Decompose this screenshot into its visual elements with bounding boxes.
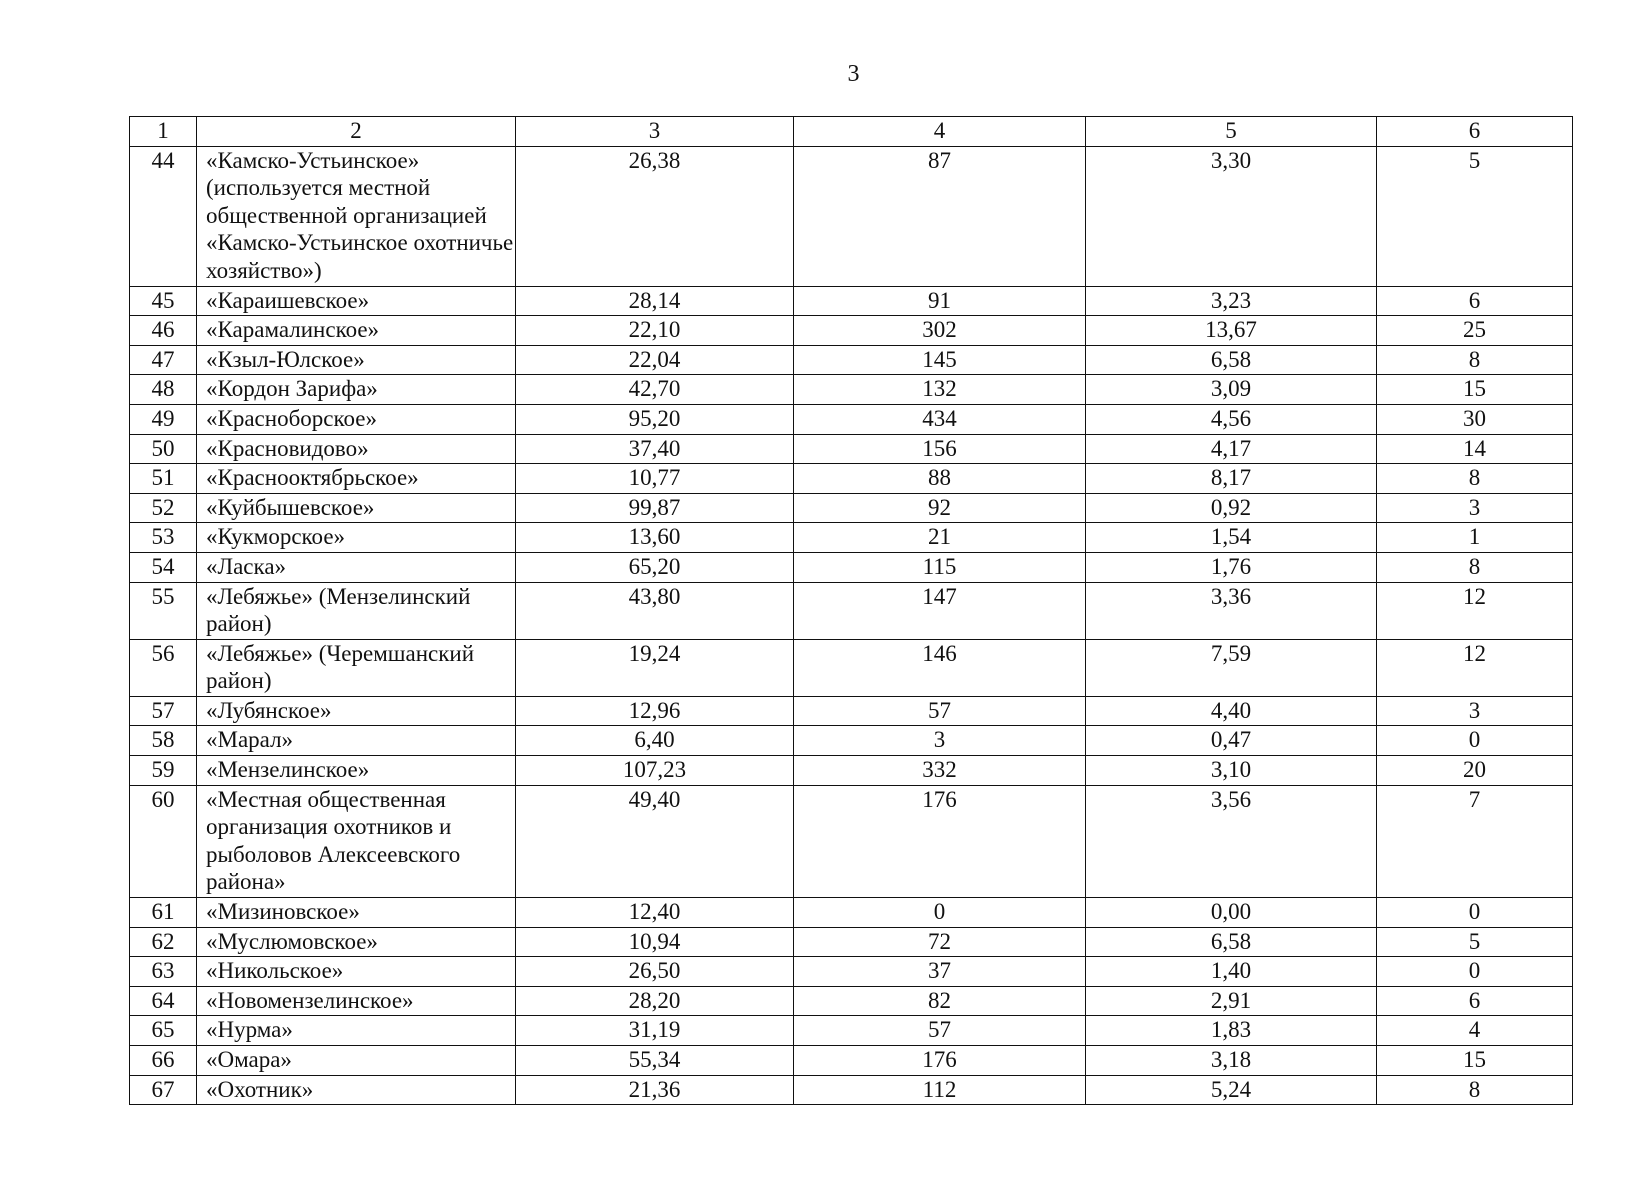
cell-col-5: 3,23 — [1086, 286, 1377, 316]
table-row — [130, 582, 1573, 639]
row-number: 66 — [130, 1046, 197, 1076]
ground-name: «Кзыл-Юлское» — [197, 345, 516, 375]
ground-name: «Новомензелинское» — [197, 986, 516, 1016]
row-number: 53 — [130, 523, 197, 553]
cell-col-4: 82 — [794, 986, 1086, 1016]
cell-col-3: 28,20 — [516, 986, 794, 1016]
cell-col-6: 15 — [1377, 375, 1573, 405]
cell-col-3: 12,40 — [516, 898, 794, 928]
cell-col-5: 3,10 — [1086, 756, 1377, 786]
table-row — [130, 552, 1573, 582]
cell-col-3: 13,60 — [516, 523, 794, 553]
row-number: 65 — [130, 1016, 197, 1046]
ground-name: «Лебяжье» (Мензелинский район) — [197, 582, 516, 639]
row-number: 67 — [130, 1075, 197, 1105]
cell-col-4: 145 — [794, 345, 1086, 375]
cell-col-6: 6 — [1377, 286, 1573, 316]
hunting-grounds-table — [129, 116, 1573, 1105]
cell-col-5: 1,83 — [1086, 1016, 1377, 1046]
table-row — [130, 785, 1573, 897]
table-row — [130, 756, 1573, 786]
cell-col-4: 21 — [794, 523, 1086, 553]
header-row — [130, 117, 1573, 147]
cell-col-5: 3,36 — [1086, 582, 1377, 639]
cell-col-3: 31,19 — [516, 1016, 794, 1046]
table-header — [130, 117, 1573, 147]
ground-name: «Мизиновское» — [197, 898, 516, 928]
ground-name: «Кукморское» — [197, 523, 516, 553]
cell-col-5: 4,17 — [1086, 434, 1377, 464]
cell-col-4: 146 — [794, 639, 1086, 696]
cell-col-6: 0 — [1377, 726, 1573, 756]
row-number: 56 — [130, 639, 197, 696]
cell-col-6: 3 — [1377, 696, 1573, 726]
ground-name: «Марал» — [197, 726, 516, 756]
cell-col-6: 0 — [1377, 957, 1573, 987]
row-number: 50 — [130, 434, 197, 464]
cell-col-5: 13,67 — [1086, 316, 1377, 346]
ground-name: «Карамалинское» — [197, 316, 516, 346]
row-number: 52 — [130, 493, 197, 523]
table-row — [130, 639, 1573, 696]
table-row — [130, 316, 1573, 346]
cell-col-4: 147 — [794, 582, 1086, 639]
row-number: 60 — [130, 785, 197, 897]
row-number: 49 — [130, 404, 197, 434]
column-header-1: 1 — [130, 117, 197, 147]
cell-col-6: 12 — [1377, 639, 1573, 696]
cell-col-3: 42,70 — [516, 375, 794, 405]
cell-col-3: 21,36 — [516, 1075, 794, 1105]
row-number: 63 — [130, 957, 197, 987]
ground-name: «Омара» — [197, 1046, 516, 1076]
cell-col-6: 6 — [1377, 986, 1573, 1016]
cell-col-3: 49,40 — [516, 785, 794, 897]
table-row — [130, 493, 1573, 523]
cell-col-3: 43,80 — [516, 582, 794, 639]
cell-col-6: 0 — [1377, 898, 1573, 928]
cell-col-5: 1,40 — [1086, 957, 1377, 987]
ground-name: «Камско-Устьинское» (используется местной общественной организацией «Камско-Устьинское охотничье хозяйство») — [197, 146, 516, 286]
column-header-3: 3 — [516, 117, 794, 147]
cell-col-6: 7 — [1377, 785, 1573, 897]
cell-col-6: 8 — [1377, 464, 1573, 494]
column-header-5: 5 — [1086, 117, 1377, 147]
cell-col-6: 20 — [1377, 756, 1573, 786]
cell-col-5: 3,18 — [1086, 1046, 1377, 1076]
cell-col-3: 28,14 — [516, 286, 794, 316]
table-row — [130, 1016, 1573, 1046]
ground-name: «Мензелинское» — [197, 756, 516, 786]
cell-col-5: 4,40 — [1086, 696, 1377, 726]
cell-col-3: 6,40 — [516, 726, 794, 756]
row-number: 61 — [130, 898, 197, 928]
cell-col-5: 0,00 — [1086, 898, 1377, 928]
ground-name: «Караишевское» — [197, 286, 516, 316]
ground-name: «Кордон Зарифа» — [197, 375, 516, 405]
table-row — [130, 986, 1573, 1016]
table-row — [130, 464, 1573, 494]
cell-col-5: 6,58 — [1086, 345, 1377, 375]
ground-name: «Никольское» — [197, 957, 516, 987]
cell-col-4: 3 — [794, 726, 1086, 756]
cell-col-4: 332 — [794, 756, 1086, 786]
ground-name: «Местная общественная организация охотников и рыболовов Алексеевского района» — [197, 785, 516, 897]
row-number: 58 — [130, 726, 197, 756]
table-row — [130, 434, 1573, 464]
cell-col-5: 3,30 — [1086, 146, 1377, 286]
ground-name: «Лебяжье» (Черемшанский район) — [197, 639, 516, 696]
cell-col-3: 10,94 — [516, 927, 794, 957]
cell-col-6: 15 — [1377, 1046, 1573, 1076]
cell-col-4: 302 — [794, 316, 1086, 346]
cell-col-3: 19,24 — [516, 639, 794, 696]
cell-col-5: 6,58 — [1086, 927, 1377, 957]
table-row — [130, 898, 1573, 928]
cell-col-6: 8 — [1377, 552, 1573, 582]
cell-col-4: 434 — [794, 404, 1086, 434]
cell-col-5: 0,47 — [1086, 726, 1377, 756]
row-number: 59 — [130, 756, 197, 786]
column-header-6: 6 — [1377, 117, 1573, 147]
cell-col-3: 107,23 — [516, 756, 794, 786]
cell-col-5: 0,92 — [1086, 493, 1377, 523]
cell-col-4: 92 — [794, 493, 1086, 523]
cell-col-4: 156 — [794, 434, 1086, 464]
cell-col-4: 112 — [794, 1075, 1086, 1105]
cell-col-4: 72 — [794, 927, 1086, 957]
row-number: 44 — [130, 146, 197, 286]
cell-col-6: 8 — [1377, 1075, 1573, 1105]
column-header-4: 4 — [794, 117, 1086, 147]
row-number: 62 — [130, 927, 197, 957]
cell-col-3: 22,04 — [516, 345, 794, 375]
cell-col-3: 65,20 — [516, 552, 794, 582]
row-number: 47 — [130, 345, 197, 375]
cell-col-3: 10,77 — [516, 464, 794, 494]
cell-col-3: 55,34 — [516, 1046, 794, 1076]
table-row — [130, 345, 1573, 375]
ground-name: «Ласка» — [197, 552, 516, 582]
cell-col-6: 30 — [1377, 404, 1573, 434]
cell-col-3: 12,96 — [516, 696, 794, 726]
cell-col-4: 115 — [794, 552, 1086, 582]
cell-col-3: 95,20 — [516, 404, 794, 434]
cell-col-6: 14 — [1377, 434, 1573, 464]
cell-col-4: 57 — [794, 1016, 1086, 1046]
table-row — [130, 375, 1573, 405]
cell-col-6: 25 — [1377, 316, 1573, 346]
table-row — [130, 146, 1573, 286]
cell-col-6: 1 — [1377, 523, 1573, 553]
cell-col-6: 8 — [1377, 345, 1573, 375]
cell-col-6: 5 — [1377, 927, 1573, 957]
cell-col-6: 5 — [1377, 146, 1573, 286]
cell-col-4: 87 — [794, 146, 1086, 286]
cell-col-3: 22,10 — [516, 316, 794, 346]
ground-name: «Муслюмовское» — [197, 927, 516, 957]
cell-col-3: 26,38 — [516, 146, 794, 286]
cell-col-5: 1,76 — [1086, 552, 1377, 582]
ground-name: «Краснооктябрьское» — [197, 464, 516, 494]
page-number: 3 — [847, 61, 860, 87]
cell-col-5: 2,91 — [1086, 986, 1377, 1016]
cell-col-4: 88 — [794, 464, 1086, 494]
table-row — [130, 927, 1573, 957]
cell-col-4: 37 — [794, 957, 1086, 987]
ground-name: «Лубянское» — [197, 696, 516, 726]
cell-col-4: 132 — [794, 375, 1086, 405]
row-number: 51 — [130, 464, 197, 494]
row-number: 45 — [130, 286, 197, 316]
cell-col-4: 57 — [794, 696, 1086, 726]
cell-col-5: 1,54 — [1086, 523, 1377, 553]
row-number: 48 — [130, 375, 197, 405]
cell-col-4: 91 — [794, 286, 1086, 316]
cell-col-3: 26,50 — [516, 957, 794, 987]
cell-col-6: 4 — [1377, 1016, 1573, 1046]
table-row — [130, 523, 1573, 553]
table-body — [130, 146, 1573, 1105]
table-row — [130, 957, 1573, 987]
column-header-2: 2 — [197, 117, 516, 147]
table-row — [130, 1046, 1573, 1076]
row-number: 54 — [130, 552, 197, 582]
row-number: 57 — [130, 696, 197, 726]
cell-col-4: 0 — [794, 898, 1086, 928]
cell-col-6: 3 — [1377, 493, 1573, 523]
cell-col-6: 12 — [1377, 582, 1573, 639]
ground-name: «Красноборское» — [197, 404, 516, 434]
table-row — [130, 404, 1573, 434]
cell-col-5: 8,17 — [1086, 464, 1377, 494]
ground-name: «Охотник» — [197, 1075, 516, 1105]
row-number: 46 — [130, 316, 197, 346]
table-row — [130, 696, 1573, 726]
cell-col-4: 176 — [794, 1046, 1086, 1076]
cell-col-3: 37,40 — [516, 434, 794, 464]
row-number: 64 — [130, 986, 197, 1016]
table-row — [130, 1075, 1573, 1105]
cell-col-5: 5,24 — [1086, 1075, 1377, 1105]
cell-col-5: 3,56 — [1086, 785, 1377, 897]
cell-col-3: 99,87 — [516, 493, 794, 523]
cell-col-4: 176 — [794, 785, 1086, 897]
cell-col-5: 4,56 — [1086, 404, 1377, 434]
cell-col-5: 7,59 — [1086, 639, 1377, 696]
ground-name: «Красновидово» — [197, 434, 516, 464]
ground-name: «Нурма» — [197, 1016, 516, 1046]
table-row — [130, 286, 1573, 316]
table-row — [130, 726, 1573, 756]
cell-col-5: 3,09 — [1086, 375, 1377, 405]
ground-name: «Куйбышевское» — [197, 493, 516, 523]
row-number: 55 — [130, 582, 197, 639]
